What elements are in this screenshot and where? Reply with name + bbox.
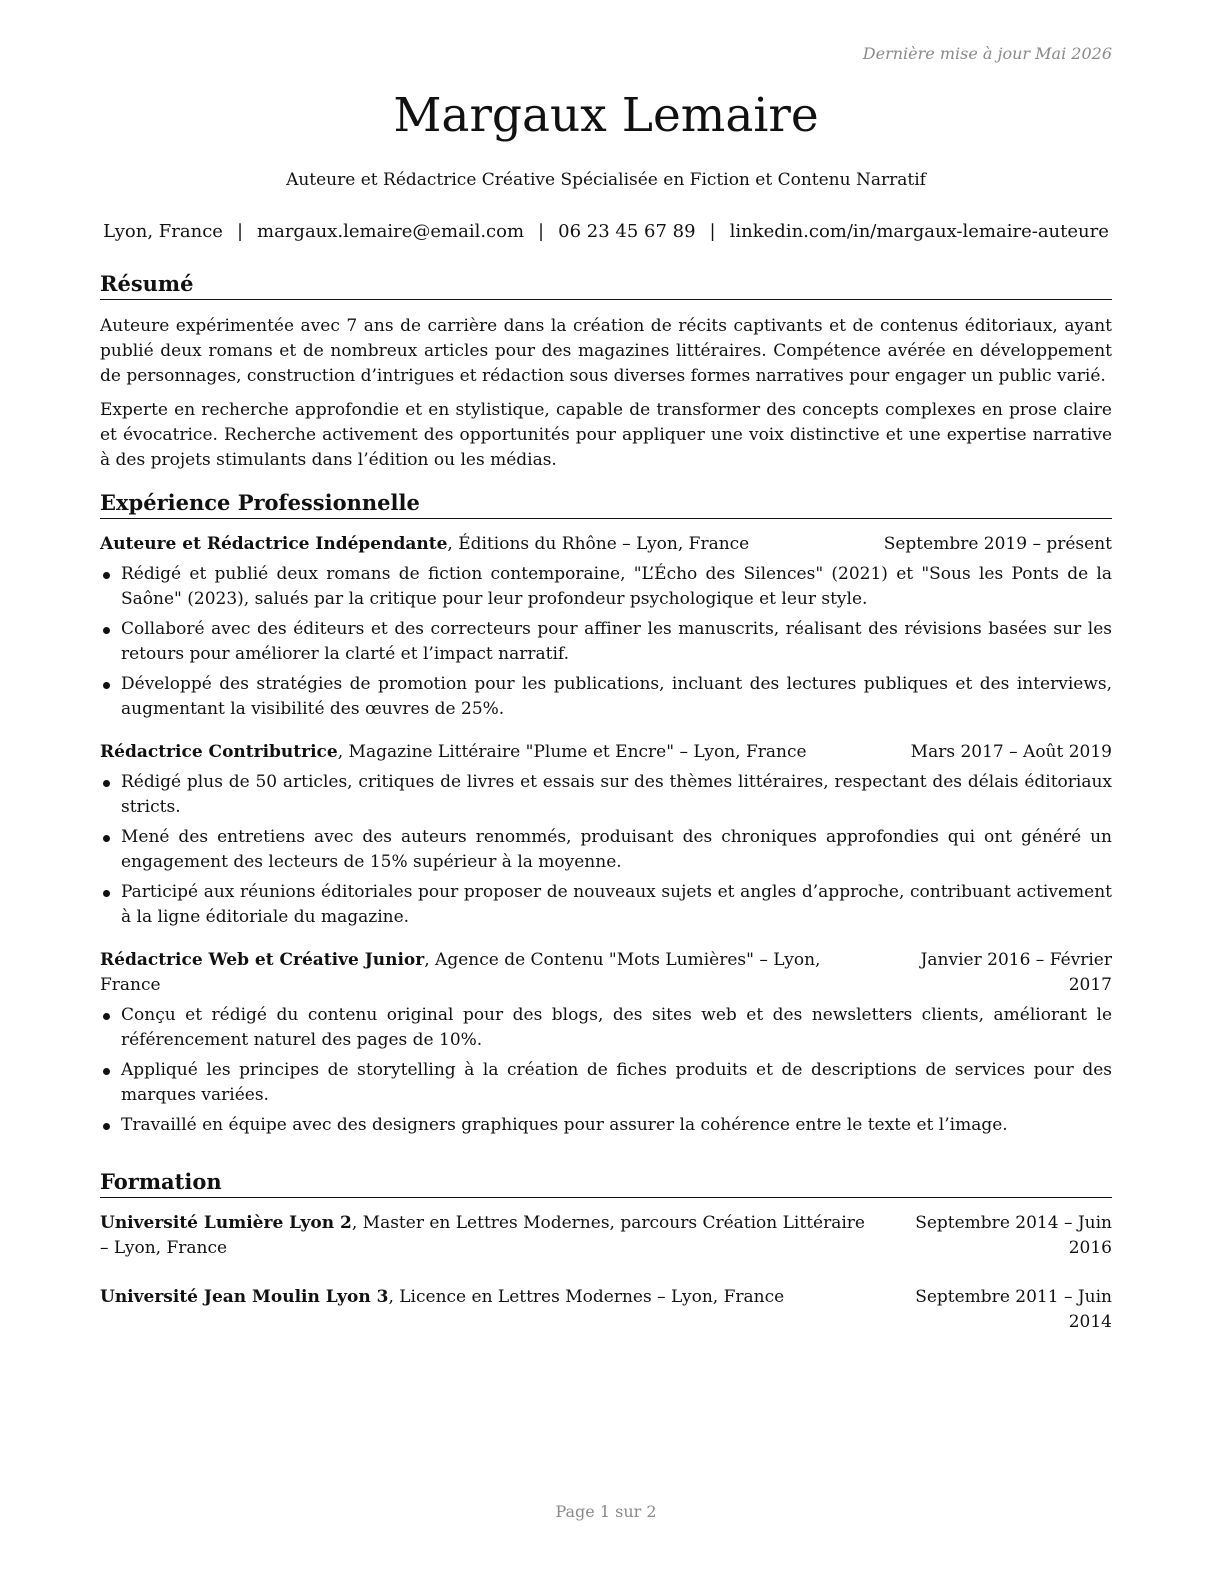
education-dates: Septembre 2011 – Juin 2014 (915, 1287, 1112, 1332)
resume-page (100, 0, 1112, 1584)
school-name: Université Jean Moulin Lyon 3 (100, 1287, 389, 1307)
list-item: Participé aux réunions éditoriales pour proposer de nouveaux sujets et angles d’approche, contribuant activement à la ligne éditoriale du magazine. (100, 880, 1112, 930)
bullet-icon (103, 572, 110, 579)
education-entry (100, 1211, 1112, 1261)
job-organization: , Agence de Contenu "Mots Lumières" – Lyon, France (100, 950, 821, 995)
job-role: Auteure et Rédactrice Indépendante (100, 534, 448, 554)
list-item: Rédigé et publié deux romans de fiction contemporaine, "L’Écho des Silences" (2021) et "Sous les Ponts de la Saône" (2023), salués par la critique pour leur profondeur psychologique et leur style. (100, 562, 1112, 612)
contact-phone: 06 23 45 67 89 (558, 221, 696, 242)
bullet-icon (103, 627, 110, 634)
section-title-experience: Expérience Professionnelle (100, 489, 1112, 519)
job-role: Rédactrice Web et Créative Junior (100, 950, 425, 970)
job-header (100, 532, 1112, 557)
degree-detail: , Licence en Lettres Modernes – Lyon, France (388, 1287, 785, 1307)
experience-section (100, 489, 1112, 1143)
contact-line (100, 219, 1112, 245)
section-title-summary: Résumé (100, 270, 1112, 300)
education-dates: Septembre 2014 – Juin 2016 (915, 1213, 1112, 1258)
section-title-education: Formation (100, 1168, 1112, 1198)
page-number: Page 1 sur 2 (555, 1502, 657, 1521)
job-bullets (100, 770, 1112, 930)
bullet-icon (103, 890, 110, 897)
job-dates: Mars 2017 – Août 2019 (910, 742, 1112, 762)
contact-location: Lyon, France (103, 221, 223, 242)
job-organization: , Magazine Littéraire "Plume et Encre" – Lyon, France (337, 742, 807, 762)
job-header (100, 948, 1112, 998)
contact-separator: | (236, 221, 244, 242)
school-name: Université Lumière Lyon 2 (100, 1213, 352, 1233)
contact-separator: | (709, 221, 716, 242)
job-role: Rédactrice Contributrice (100, 742, 338, 762)
bullet-icon (103, 835, 110, 842)
job-entry (100, 948, 1112, 1138)
job-organization: , Éditions du Rhône – Lyon, France (447, 534, 750, 554)
bullet-icon (103, 780, 110, 787)
list-item: Conçu et rédigé du contenu original pour des blogs, des sites web et des newsletters clients, améliorant le référencement naturel des pages de 10%. (100, 1003, 1112, 1053)
job-bullets (100, 1003, 1112, 1138)
list-item: Appliqué les principes de storytelling à la création de fiches produits et de descriptions de services pour des marques variées. (100, 1058, 1112, 1108)
contact-email[interactable]: margaux.lemaire@email.com (257, 221, 525, 242)
job-header (100, 740, 1112, 765)
contact-linkedin[interactable]: linkedin.com/in/margaux-lemaire-auteure (729, 221, 1109, 242)
bullet-icon (103, 1123, 110, 1130)
last-updated: Dernière mise à jour Mai 2026 (862, 44, 1112, 63)
list-item: Développé des stratégies de promotion pour les publications, incluant des lectures publiques et des interviews, augmentant la visibilité des œuvres de 25%. (100, 672, 1112, 722)
job-dates: Janvier 2016 – Février 2017 (920, 950, 1112, 995)
job-entry (100, 740, 1112, 930)
tagline: Auteure et Rédactrice Créative Spécialisée en Fiction et Contenu Narratif (286, 170, 926, 190)
contact-separator: | (538, 221, 545, 242)
list-item: Travaillé en équipe avec des designers graphiques pour assurer la cohérence entre le texte et l’image. (100, 1113, 1112, 1138)
summary-paragraph: Experte en recherche approfondie et en stylistique, capable de transformer des concepts complexes en prose claire et évocatrice. Recherche activement des opportunités pour appliquer une voix distinctive et une expertise narrative à des projets stimulants dans l’édition ou les médias. (100, 400, 1112, 470)
job-bullets (100, 562, 1112, 722)
education-section (100, 1168, 1112, 1335)
summary-section (100, 270, 1112, 473)
summary-paragraph: Auteure expérimentée avec 7 ans de carrière dans la création de récits captivants et de contenus éditoriaux, ayant publié deux romans et de nombreux articles pour des magazines littéraires. Compétence avérée en développement de personnages, construction d’intrigues et rédaction sous diverses formes narratives pour engager un public varié. (100, 316, 1112, 386)
job-dates: Septembre 2019 – présent (883, 534, 1112, 554)
bullet-icon (103, 1013, 110, 1020)
education-entry (100, 1285, 1112, 1335)
bullet-icon (103, 1068, 110, 1075)
list-item: Mené des entretiens avec des auteurs renommés, produisant des chroniques approfondies qui ont généré un engagement des lecteurs de 15% supérieur à la moyenne. (100, 825, 1112, 875)
list-item: Collaboré avec des éditeurs et des correcteurs pour affiner les manuscrits, réalisant des révisions basées sur les retours pour améliorer la clarté et l’impact narratif. (100, 617, 1112, 667)
candidate-name: Margaux Lemaire (393, 88, 819, 143)
list-item: Rédigé plus de 50 articles, critiques de livres et essais sur des thèmes littéraires, respectant des délais éditoriaux stricts. (100, 770, 1112, 820)
job-entry (100, 532, 1112, 722)
bullet-icon (103, 682, 110, 689)
degree-detail: , Master en Lettres Modernes, parcours Création Littéraire – Lyon, France (100, 1213, 865, 1258)
